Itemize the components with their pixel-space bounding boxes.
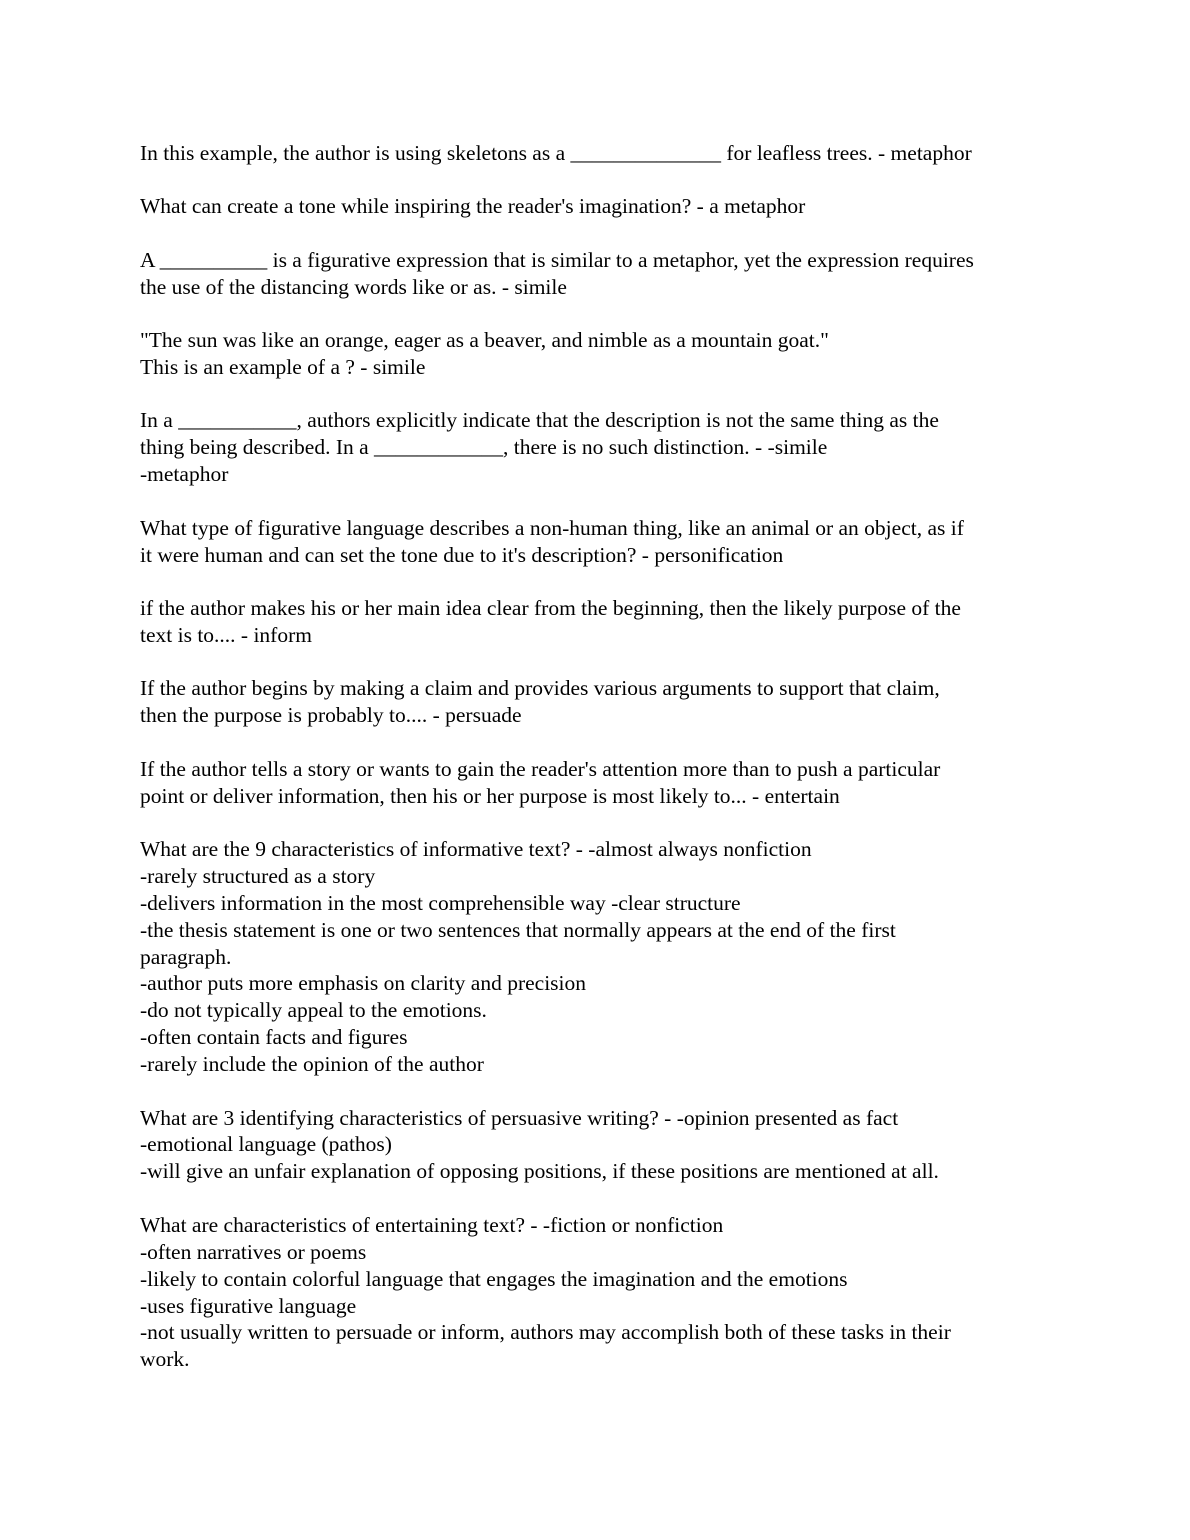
paragraph-4 (140, 327, 1055, 381)
text-line: What are characteristics of entertaining text? - -fiction or nonfiction (140, 1212, 724, 1237)
text-line: -often contain facts and figures (140, 1025, 408, 1050)
text-line: -metaphor (140, 462, 229, 487)
paragraph-6 (140, 515, 1055, 569)
text-line: In a ___________, authors explicitly indicate that the description is not the same thing as the (140, 408, 939, 433)
paragraph-3 (140, 247, 1055, 301)
paragraph-10 (140, 836, 1055, 1078)
text-line: -not usually written to persuade or inform, authors may accomplish both of these tasks in their (140, 1320, 951, 1345)
text-line: if the author makes his or her main idea clear from the beginning, then the likely purpose of the (140, 595, 961, 620)
text-line: What are the 9 characteristics of informative text? - -almost always nonfiction (140, 836, 812, 861)
paragraph-2 (140, 193, 1055, 220)
text-line: text is to.... - inform (140, 622, 312, 647)
paragraph-5 (140, 407, 1055, 488)
text-line: paragraph. (140, 944, 232, 969)
text-line: -author puts more emphasis on clarity and precision (140, 971, 587, 996)
text-line: What type of figurative language describes a non-human thing, like an animal or an object, as if (140, 515, 964, 540)
text-line: -do not typically appeal to the emotions. (140, 998, 487, 1023)
text-line: What can create a tone while inspiring the reader's imagination? - a metaphor (140, 194, 806, 219)
paragraph-1 (140, 140, 1055, 167)
text-line: -rarely include the opinion of the author (140, 1052, 484, 1077)
text-line: -will give an unfair explanation of opposing positions, if these positions are mentioned at all. (140, 1159, 939, 1184)
text-line: This is an example of a ? - simile (140, 355, 426, 380)
text-line: -emotional language (pathos) (140, 1132, 392, 1157)
text-line: -likely to contain colorful language that engages the imagination and the emotions (140, 1266, 848, 1291)
paragraph-8 (140, 675, 1055, 729)
text-line: point or deliver information, then his or her purpose is most likely to... - entertain (140, 783, 840, 808)
paragraph-7 (140, 595, 1055, 649)
text-line: thing being described. In a ____________, there is no such distinction. - -simile (140, 435, 828, 460)
text-line: -often narratives or poems (140, 1239, 367, 1264)
text-line: then the purpose is probably to.... - persuade (140, 703, 522, 728)
text-line: -rarely structured as a story (140, 863, 376, 888)
text-line: it were human and can set the tone due to it's description? - personification (140, 542, 784, 567)
text-line: "The sun was like an orange, eager as a beaver, and nimble as a mountain goat." (140, 328, 829, 353)
text-line: -delivers information in the most comprehensible way -clear structure (140, 890, 741, 915)
paragraph-12 (140, 1212, 1055, 1373)
text-line: What are 3 identifying characteristics of persuasive writing? - -opinion presented as fact (140, 1105, 899, 1130)
text-line: -uses figurative language (140, 1293, 357, 1318)
paragraph-9 (140, 756, 1055, 810)
text-line: the use of the distancing words like or as. - simile (140, 274, 567, 299)
text-line: -the thesis statement is one or two sentences that normally appears at the end of the first (140, 917, 896, 942)
document-page (140, 140, 1055, 1400)
text-line: work. (140, 1347, 190, 1372)
text-line: If the author begins by making a claim and provides various arguments to support that claim, (140, 676, 940, 701)
text-line: A __________ is a figurative expression that is similar to a metaphor, yet the expression requires (140, 247, 974, 272)
text-line: If the author tells a story or wants to gain the reader's attention more than to push a particular (140, 756, 941, 781)
text-line: In this example, the author is using skeletons as a ______________ for leafless trees. - metaphor (140, 141, 972, 165)
paragraph-11 (140, 1105, 1055, 1186)
